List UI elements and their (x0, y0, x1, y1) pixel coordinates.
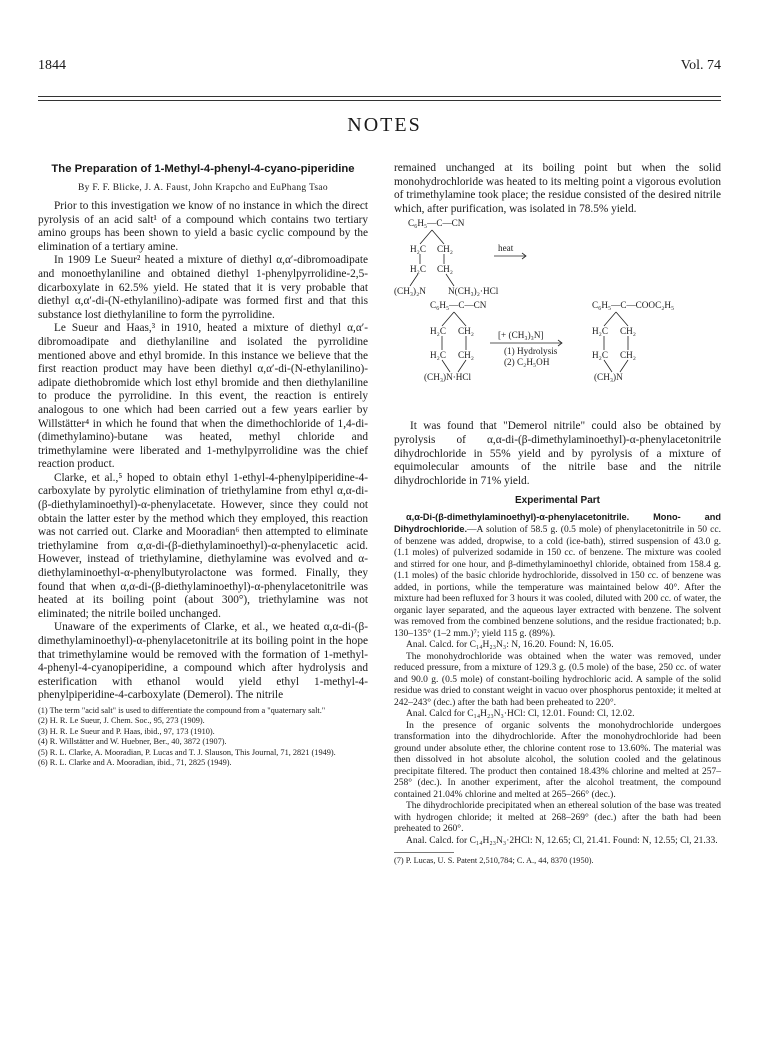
scheme-label: CH₂ (458, 326, 474, 337)
analysis-line: Anal. Calcd. for C₁₄H₂₃N₃·2HCl: N, 12.65; Cl, 21.41. Found: N, 12.55; Cl, 21.33. (406, 835, 718, 846)
scheme-label: H₂C (592, 326, 608, 337)
scheme-label: C₆H₅—C—CN (408, 218, 465, 229)
footnote: (1) The term "acid salt" is used to differentiate the compound from a "quaternary salt." (38, 705, 326, 715)
footnote: (3) H. R. Le Sueur and P. Haas, ibid., 97, 173 (1910). (38, 726, 215, 736)
paragraph: Clarke, et al.,⁵ hoped to obtain ethyl 1-ethyl-4-phenylpiperidine-4-carboxylate by pyrolytic elimination of triethylamine from ethyl α,α-di-(β-diethylaminoethyl)-α-phenylacetate. However, since they could not obtain the latter ester by the method which they employed, this reaction was not carried out. Clarke and Mooradian⁶ then attempted to eliminate triethylamine from α,α-di-(β-diethylaminoethyl)-α-phenylacetic acid. However, instead of triethylamine, diethylamine was evolved and α-diethylaminoethyl-α-phenylbutyrolactone was formed. Finally, they found that when α,α-di-(β-diethylaminoethyl)-α-phenylacetonitrile was heated at its boiling point (about 300°), triethylamine was not eliminated; the nitrile boiled unchanged. (38, 471, 368, 620)
paragraph (394, 512, 721, 641)
right-column (394, 162, 721, 867)
reaction-scheme (394, 218, 721, 416)
scheme-label: H₂C (410, 264, 426, 275)
footnotes (38, 706, 368, 768)
section-heading: NOTES (347, 114, 422, 136)
footnote: (5) R. L. Clarke, A. Mooradian, P. Lucas and T. J. Slauson, This Journal, 71, 2821 (1949). (38, 747, 336, 757)
paragraph: Unaware of the experiments of Clarke, et al., we heated α,α-di-(β-dimethylaminoethyl)-α-phenylacetonitrile at its boiling point in the hope that trimethylamine would be removed with the formation of 1-methyl-4-phenyl-4-cyanopiperidine, a compound which after hydrolysis and esterification with ethanol would yield ethyl 1-methyl-4-phenylpiperidine-4-carboxylate (Demerol). The nitrile (38, 621, 368, 702)
paragraph: Le Sueur and Haas,³ in 1910, heated a mixture of diethyl α,α′-dibromoadipate and diethylaniline and isolated the pyrrolidine mentioned above and ethyl bromide. In this instance we believe that the first reaction product may have been diethyl α,α′-di-(N-ethylanilino)-adipate diethobromide which lost ethyl bromide and then diethylaniline to produce the pyrrolidine. In this event, the reaction is entirely analogous to one which had been carried out a few years earlier by Willstätter⁴ in which he found that when the dimethochloride of 1,4-di-(dimethylamino)-butane was heated, methyl chloride and trimethylamine were liberated and 1-methylpyrrolidine was the chief reaction product. (38, 322, 368, 471)
scheme-label: N(CH₃)₂·HCl (448, 286, 499, 297)
scheme-label: CH₂ (620, 326, 636, 337)
paragraph: In 1909 Le Sueur² heated a mixture of diethyl α,α′-dibromoadipate and monoethylaniline and obtained diethyl 1-phenylpyrrolidine-2,5-dicarboxylate in 62.5% yield. He stated that it is very probable that diethyl α,α′-di-(N-ethylanilino)-adipate was formed first and that this substance lost diethylaniline to form the pyrrolidine. (38, 254, 368, 321)
footnote-rule (394, 852, 454, 853)
arrow-label: heat (498, 243, 514, 254)
scheme-label: CH₂ (437, 264, 453, 275)
scheme-label: (CH₃)N (594, 372, 623, 383)
paragraph: The dihydrochloride precipitated when an ethereal solution of the base was treated with hydrogen chloride; it melted at 268–269° (dec.) after the bath had been preheated to 260°. (394, 801, 721, 835)
paragraph: remained unchanged at its boiling point but when the solid monohydrochloride was heated to its melting point a vigorous evolution of trimethylamine took place; the residue consisted of the desired nitrile which, after purification, was isolated in 78.5% yield. (394, 162, 721, 215)
scheme-label: CH₂ (437, 244, 453, 255)
scheme-label: C₆H₅—C—CN (430, 300, 487, 311)
arrow-label: (2) C₂H₅OH (504, 357, 550, 368)
scheme-label: (CH₃)₂N (394, 286, 426, 297)
paragraph: It was found that "Demerol nitrile" could also be obtained by pyrolysis of α,α-di-(β-dimethylaminoethyl)-α-phenylacetonitrile dihydrochloride in 55% yield and by pyrolysis of a mixture of equimolecular amounts of the nitrile base and the nitrile dihydrochloride in 71% yield. (394, 420, 721, 487)
paragraph: The monohydrochloride was obtained when the water was removed, under reduced pressure, from a mixture of 129.3 g. (0.5 mole) of the base, 250 cc. of water and 90.0 g. (0.5 mole) of constant-boiling hydrochloric acid. A sample of the solid residue was dried to constant weight in vacuo over phosphorus pentoxide; it melted at 242–243° (dec.) after the bath had been preheated to 220°. (394, 651, 721, 708)
experimental-heading: Experimental Part (514, 495, 601, 507)
footnote: (6) R. L. Clarke and A. Mooradian, ibid., 71, 2825 (1949). (38, 758, 232, 767)
experimental-section (394, 512, 721, 848)
scheme-label: C₆H₅—C—COOC₂H₅ (592, 300, 675, 311)
header-rule-2 (38, 100, 721, 101)
analysis-line: Anal. Calcd. for C₁₄H₂₃N₃: N, 16.20. Found: N, 16.05. (406, 640, 614, 651)
scheme-label: H₂C (430, 350, 446, 361)
arrow-label: (1) Hydrolysis (504, 346, 558, 357)
compound-heading: α,α-Di-(β-dimethylaminoethyl)-α-phenylacetonitrile. Mono- and Dihydrochloride. (394, 511, 721, 535)
scheme-label: CH₂ (458, 350, 474, 361)
scheme-label: H₂C (410, 244, 426, 255)
paragraph: Prior to this investigation we know of no instance in which the direct pyrolysis of an acid salt¹ of a compound which contains two tertiary amino groups has been shown to yield a basic cyclic compound by the elimination of a tertiary amine. (38, 200, 368, 253)
page-number: 1844 (38, 58, 66, 73)
scheme-label: CH₂ (620, 350, 636, 361)
scheme-label: H₂C (430, 326, 446, 337)
paragraph-text: —A solution of 58.5 g. (0.5 mole) of phenylacetonitrile in 50 cc. of benzene was added, dropwise, to a cold (ice-bath), stirred suspension of 43.0 g. (1.1 moles) of pulverized sodamide in 150 cc. of benzene. The mixture was cooled and stirred for one hour, and β-dimethylaminoethyl chloride, obtained from 158.4 g. (1.1 moles) of the basic chloride hydrochloride, dissolved in 150 cc. of benzene was added, in portions, while the temperature was maintained below 40°. After the mixture had been refluxed for 3 hours it was cooled, diluted with 200 cc. of water, the organic layer separated, and the aqueous layer extracted with benzene. The solvent was removed from the combined benzene solutions, and the residue fractionated; b.p. 130–135° (1–2 mm.)⁷; yield 115 g. (89%). (394, 525, 721, 639)
paragraph: In the presence of organic solvents the monohydrochloride undergoes transformation into the dihydrochloride. After the monohydrochloride had been ground under absolute ether, the chlorine content rose to 13.60%. The material was then dissolved in hot absolute alcohol, the solution cooled and the gelatinous precipitate filtered. The product then contained 18.43% chlorine and melted at 257–258° (dec.). In another experiment, after the alcohol treatment, the compound contained 21.04% chlorine and melted at 265–266° (dec.). (394, 720, 721, 800)
scheme-label: H₂C (592, 350, 608, 361)
left-column (38, 162, 368, 768)
footnote: (2) H. R. Le Sueur, J. Chem. Soc., 95, 273 (1909). (38, 716, 205, 726)
analysis-line: Anal. Calcd for C₁₄H₂₃N₃·HCl: Cl, 12.01. Found: Cl, 12.02. (406, 709, 635, 720)
article-title: The Preparation of 1-Methyl-4-phenyl-4-cyano-piperidine (51, 163, 355, 175)
footnote: (4) R. Willstätter and W. Huebner, Ber., 40, 3872 (1907). (38, 737, 227, 747)
footnote: (7) P. Lucas, U. S. Patent 2,510,784; C. A., 44, 8370 (1950). (394, 856, 594, 866)
article-authors: By F. F. Blicke, J. A. Faust, John Krapcho and EuPhang Tsao (78, 183, 328, 193)
scheme-label: (CH₃)N·HCl (424, 372, 472, 383)
header-rule (38, 96, 721, 97)
volume-label: Vol. 74 (680, 58, 721, 73)
arrow-label: [+ (CH₃)₃N] (498, 330, 544, 341)
